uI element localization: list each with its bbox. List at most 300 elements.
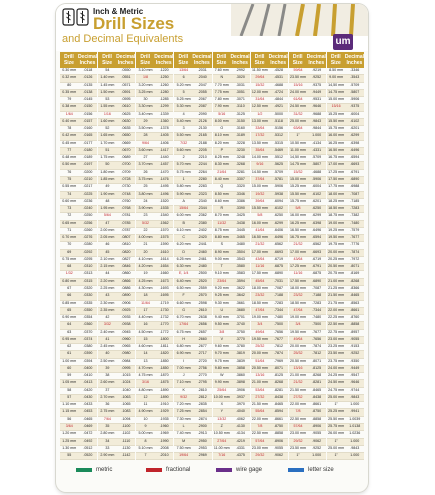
table-row xyxy=(60,112,97,119)
drill-size-cell: L xyxy=(182,424,185,429)
decimal-inches-cell: .2047 xyxy=(197,82,207,87)
column-header-label: Drill Size xyxy=(102,54,113,66)
decimal-inches-cell: .6299 xyxy=(350,133,360,138)
drill-size-cell: 1" xyxy=(334,402,338,407)
drill-size-cell: 18.25 mm xyxy=(328,198,345,203)
drill-size-cell: 58 xyxy=(67,387,72,392)
decimal-inches-cell: .7185 xyxy=(350,198,360,203)
drill-size-cell: 19.50 mm xyxy=(328,235,345,240)
drill-size-cell: 56 xyxy=(67,416,72,421)
decimal-inches-cell: .9449 xyxy=(350,365,360,370)
drill-size-cell: 13.00 mm xyxy=(251,118,268,123)
decimal-inches-cell: .2638 xyxy=(197,315,207,320)
drill-size-cell: 5/32 xyxy=(142,220,150,225)
table-row xyxy=(327,235,364,242)
decimal-inches-cell: .0689 xyxy=(121,155,131,160)
decimal-inches-cell: .0551 xyxy=(121,75,131,80)
drill-size-cell: 26.00 mm xyxy=(328,431,345,436)
drill-size-cell: 7.25 mm xyxy=(176,409,191,414)
drill-size-cell: 23.00 mm xyxy=(328,336,345,341)
decimal-inches-cell: .5315 xyxy=(273,140,283,145)
table-row xyxy=(327,293,364,300)
column-header-label: Drill Size xyxy=(292,54,303,66)
decimal-inches-cell: .6004 xyxy=(350,111,360,116)
drill-size-cell: 15/16 xyxy=(293,82,303,87)
table-row xyxy=(213,439,250,446)
decimal-inches-cell: .0886 xyxy=(121,285,131,290)
drill-size-cell: 1.30 mm xyxy=(62,445,77,450)
drill-size-cell: 8.20 mm xyxy=(214,140,229,145)
drill-size-cell: 39 xyxy=(105,365,110,370)
decimal-inches-cell: .3839 xyxy=(235,358,245,363)
drill-size-cell: 3.30 mm xyxy=(138,104,153,109)
table-row xyxy=(251,286,288,293)
decimal-inches-cell: .7969 xyxy=(273,358,283,363)
decimal-inches-cell: .9646 xyxy=(312,104,322,109)
decimal-inches-cell: .0980 xyxy=(121,351,131,356)
drill-size-cell: 65 xyxy=(67,307,72,312)
table-row xyxy=(213,148,250,155)
table-row xyxy=(136,380,173,387)
table-row xyxy=(98,228,135,235)
drill-size-cell: 16 xyxy=(143,322,148,327)
decimal-inches-cell: .7283 xyxy=(312,300,322,305)
column-header-label: Drill Size xyxy=(330,54,341,66)
decimal-inches-cell: .3230 xyxy=(235,147,245,152)
table-row xyxy=(289,351,326,358)
table-row xyxy=(289,75,326,82)
table-row xyxy=(136,424,173,431)
table-row xyxy=(60,68,97,75)
drill-size-cell: 39/64 xyxy=(255,198,265,203)
drill-size-cell: 16.25 mm xyxy=(290,220,307,225)
decimal-inches-cell: .2040 xyxy=(197,75,207,80)
drill-size-cell: 18.00 mm xyxy=(251,285,268,290)
drill-size-cell: 20.25 mm xyxy=(328,256,345,261)
drill-size-cell: 6.70 mm xyxy=(176,315,191,320)
drill-size-cell: 8.80 mm xyxy=(214,235,229,240)
table-row xyxy=(213,359,250,366)
decimal-inches-cell: .0760 xyxy=(121,198,131,203)
drill-size-cell: 4.30 mm xyxy=(138,285,153,290)
column-header xyxy=(174,52,211,68)
table-row xyxy=(60,359,97,366)
table-row xyxy=(98,279,135,286)
drill-size-cell: 16.50 mm xyxy=(251,235,268,240)
decimal-inches-cell: .3307 xyxy=(235,176,245,181)
table-row xyxy=(60,417,97,424)
drill-size-cell: 3 xyxy=(182,126,185,131)
drill-size-cell: 4.70 mm xyxy=(138,365,153,370)
table-row xyxy=(174,286,211,293)
drill-size-cell: 0.50 mm xyxy=(62,162,77,167)
decimal-inches-cell: .0625 xyxy=(121,111,131,116)
decimal-inches-cell: .2520 xyxy=(197,278,207,283)
drill-size-cell: 26 xyxy=(143,169,148,174)
drill-size-cell: 22.50 mm xyxy=(251,431,268,436)
decimal-inches-cell: .3020 xyxy=(235,75,245,80)
drill-size-cell: 7.75 mm xyxy=(214,89,229,94)
decimal-inches-cell: .9449 xyxy=(312,89,322,94)
decimal-inches-cell: .4724 xyxy=(273,89,283,94)
decimal-inches-cell: .2344 xyxy=(197,206,207,211)
drill-size-cell: 18.75 mm xyxy=(328,213,345,218)
decimal-inches-cell: .3898 xyxy=(235,380,245,385)
decimal-inches-cell: .1495 xyxy=(159,184,169,189)
drill-size-cell: 33/64 xyxy=(255,126,265,131)
drill-size-cell: 11/16 xyxy=(293,271,303,276)
decimal-inches-cell: .2126 xyxy=(197,118,207,123)
drill-size-cell: 1.05 mm xyxy=(62,380,77,385)
drill-size-cell: 1/64 xyxy=(65,111,73,116)
table-row xyxy=(174,279,211,286)
drill-size-chart-card xyxy=(56,4,368,492)
table-row xyxy=(251,68,288,75)
drill-size-cell: 1.90 mm xyxy=(100,191,115,196)
decimal-inches-cell: .2010 xyxy=(159,453,169,458)
legend-swatch xyxy=(288,468,304,472)
drill-size-cell: 6.40 mm xyxy=(176,278,191,283)
decimal-inches-cell: .3051 xyxy=(235,89,245,94)
column-header-label: Drill Size xyxy=(63,54,74,66)
drill-size-cell: 8 xyxy=(144,438,147,443)
drill-bits-icon xyxy=(62,8,90,26)
decimal-inches-cell: .0925 xyxy=(121,307,131,312)
table-row xyxy=(251,308,288,315)
decimal-inches-cell: .5118 xyxy=(274,118,283,123)
decimal-inches-cell: .0430 xyxy=(83,394,93,399)
decimal-inches-cell: .3740 xyxy=(235,322,245,327)
drill-size-cell: J xyxy=(182,373,185,378)
decimal-inches-cell: .3858 xyxy=(235,365,245,370)
decimal-inches-cell: .1063 xyxy=(121,394,131,399)
drill-size-cell: 31/32 xyxy=(293,111,303,116)
table-row xyxy=(174,373,211,380)
table-row xyxy=(251,141,288,148)
table-row xyxy=(174,83,211,90)
decimal-inches-cell: .3594 xyxy=(235,278,245,283)
table-row xyxy=(327,162,364,169)
decimal-inches-cell: .0217 xyxy=(83,184,93,189)
drill-size-cell: 15.25 mm xyxy=(328,111,345,116)
decimal-inches-cell: .9219 xyxy=(312,68,322,72)
table-row xyxy=(251,264,288,271)
drill-size-cell: 8.25 mm xyxy=(214,155,229,160)
drill-size-cell: 17.75 mm xyxy=(328,184,345,189)
table-row xyxy=(251,119,288,126)
decimal-inches-cell: .0810 xyxy=(121,242,131,247)
table-row xyxy=(174,148,211,155)
table-row xyxy=(136,402,173,409)
decimal-inches-cell: .8858 xyxy=(273,431,283,436)
decimal-inches-cell: .9843 xyxy=(350,445,360,450)
decimal-inches-cell: .7677 xyxy=(312,329,322,334)
decimal-inches-cell: .0330 xyxy=(83,293,93,298)
table-row xyxy=(251,424,288,431)
drill-size-cell: 21/32 xyxy=(293,380,303,385)
decimal-inches-cell: .9153 xyxy=(350,344,360,349)
table-row xyxy=(327,417,364,424)
table-row xyxy=(327,75,364,82)
decimal-inches-cell: .3445 xyxy=(235,227,245,232)
decimal-inches-cell: .0595 xyxy=(121,97,131,102)
decimal-inches-cell: .8438 xyxy=(273,394,283,399)
decimal-inches-cell: .6299 xyxy=(312,213,322,218)
table-row xyxy=(174,301,211,308)
drill-size-cell: 8.50 mm xyxy=(329,68,344,72)
table-row xyxy=(98,301,135,308)
drill-size-cell: F xyxy=(182,293,185,298)
drill-size-cell: 7.10 mm xyxy=(176,380,191,385)
decimal-inches-cell: .8125 xyxy=(273,373,283,378)
table-row xyxy=(327,395,364,402)
drill-size-cell: 50 xyxy=(105,162,110,167)
drill-size-cell: 15/32 xyxy=(255,82,265,87)
drill-size-cell: 64 xyxy=(67,322,72,327)
decimal-inches-cell: .8169 xyxy=(350,271,360,276)
drill-size-cell: 7.80 mm xyxy=(214,97,229,102)
drill-size-cell: 5.70 mm xyxy=(176,162,191,167)
decimal-inches-cell: .1960 xyxy=(159,424,169,429)
legend-swatch xyxy=(76,468,92,472)
decimal-inches-cell: .8661 xyxy=(312,402,322,407)
drill-size-cell: 4.80 mm xyxy=(138,387,153,392)
decimal-inches-cell: .0118 xyxy=(83,68,93,72)
decimal-inches-cell: .8858 xyxy=(312,416,322,421)
drill-size-cell: 19/64 xyxy=(179,453,189,458)
table-row xyxy=(98,133,135,140)
decimal-inches-cell: .1094 xyxy=(121,416,131,421)
table-row xyxy=(327,83,364,90)
table-row xyxy=(213,417,250,424)
decimal-inches-cell: .2130 xyxy=(197,126,207,131)
table-row xyxy=(289,453,326,460)
decimal-inches-cell: .0197 xyxy=(83,162,93,167)
table-row xyxy=(60,257,97,264)
table-row xyxy=(213,308,250,315)
table-row xyxy=(98,337,135,344)
table-row xyxy=(174,431,211,438)
drill-size-cell: 22.00 mm xyxy=(328,307,345,312)
drill-size-cell: 5.00 mm xyxy=(138,431,153,436)
decimal-inches-cell: .3160 xyxy=(235,126,245,131)
table-row xyxy=(289,308,326,315)
table-row xyxy=(251,162,288,169)
decimal-inches-cell: .0550 xyxy=(121,68,131,72)
table-row xyxy=(289,133,326,140)
table-row xyxy=(60,141,97,148)
decimal-inches-cell: .9375 xyxy=(312,82,322,87)
table-row xyxy=(213,257,250,264)
table-row xyxy=(60,97,97,104)
table-row xyxy=(289,337,326,344)
drill-size-cell: 15.00 mm xyxy=(290,176,307,181)
table-row xyxy=(213,366,250,373)
decimal-inches-cell: .4528 xyxy=(273,68,283,72)
decimal-inches-cell: .1100 xyxy=(121,424,131,429)
table-row xyxy=(289,373,326,380)
decimal-inches-cell: .7188 xyxy=(312,293,322,298)
drill-size-cell: I xyxy=(183,358,185,363)
drill-size-cell: 3/8 xyxy=(219,329,225,334)
decimal-inches-cell: .8858 xyxy=(350,322,360,327)
decimal-inches-cell: .0420 xyxy=(83,387,93,392)
decimal-inches-cell: .7874 xyxy=(350,249,360,254)
decimal-inches-cell: .0807 xyxy=(121,235,131,240)
table-row xyxy=(60,402,97,409)
table-row xyxy=(174,104,211,111)
table-row xyxy=(289,119,326,126)
table-row xyxy=(60,206,97,213)
drill-size-cell: 21 xyxy=(143,242,148,247)
decimal-inches-cell: .1875 xyxy=(159,380,169,385)
table-row xyxy=(98,192,135,199)
drill-size-cell: 21.50 mm xyxy=(328,293,345,298)
decimal-inches-cell: .9744 xyxy=(350,387,360,392)
drill-size-cell: 74 xyxy=(67,191,72,196)
table-row xyxy=(98,83,135,90)
drill-size-cell: 10.50 mm xyxy=(290,140,307,145)
table-row xyxy=(98,424,135,431)
drill-size-cell: 55 xyxy=(67,453,72,458)
drill-size-cell: 6.90 mm xyxy=(176,351,191,356)
drill-size-cell: 6.60 mm xyxy=(176,300,191,305)
decimal-inches-cell: .1673 xyxy=(159,278,169,283)
drill-size-cell: W xyxy=(220,373,224,378)
drill-size-cell: 3/64 xyxy=(65,424,73,429)
decimal-inches-cell: .1570 xyxy=(159,227,169,232)
table-row xyxy=(98,409,135,416)
decimal-inches-cell: .5000 xyxy=(273,111,283,116)
drill-size-cell: 3.75 mm xyxy=(138,176,153,181)
drill-size-cell: 18.50 mm xyxy=(328,206,345,211)
decimal-inches-cell: .0370 xyxy=(83,329,93,334)
decimal-inches-cell: .1850 xyxy=(159,365,169,370)
decimal-inches-cell: .1772 xyxy=(159,329,169,334)
decimal-inches-cell: .6398 xyxy=(312,220,322,225)
decimal-inches-cell: .7283 xyxy=(350,206,360,211)
decimal-inches-cell: .0276 xyxy=(83,235,93,240)
table-row xyxy=(60,388,97,395)
drill-size-cell: 18.50 mm xyxy=(251,300,268,305)
drill-size-cell: 16.00 mm xyxy=(251,220,268,225)
table-row xyxy=(213,330,250,337)
table-row xyxy=(174,184,211,191)
drill-size-cell: 8.90 mm xyxy=(214,249,229,254)
decimal-inches-cell: .0728 xyxy=(121,176,131,181)
decimal-inches-cell: .9055 xyxy=(273,445,283,450)
decimal-inches-cell: .0280 xyxy=(83,242,93,247)
table-row xyxy=(60,424,97,431)
decimal-inches-cell: .3031 xyxy=(235,82,245,87)
drill-size-cell: 1.00 mm xyxy=(62,358,77,363)
decimal-inches-cell: .2441 xyxy=(197,242,207,247)
decimal-inches-cell: .0670 xyxy=(121,147,131,152)
drill-size-cell: 43/64 xyxy=(293,256,303,261)
drill-size-cell: 2.60 mm xyxy=(100,380,115,385)
drill-size-cell: T xyxy=(220,264,223,269)
drill-size-cell: 20.50 mm xyxy=(290,358,307,363)
decimal-inches-cell: .6719 xyxy=(273,256,283,261)
table-row xyxy=(289,250,326,257)
decimal-inches-cell: .2420 xyxy=(197,235,207,240)
table-row xyxy=(174,162,211,169)
drill-size-cell: 70 xyxy=(67,242,72,247)
drill-size-cell: 7.70 mm xyxy=(214,82,229,87)
legend-label: letter size xyxy=(308,467,334,473)
decimal-inches-cell: .0768 xyxy=(121,206,131,211)
decimal-inches-cell: .6562 xyxy=(273,242,283,247)
drill-size-cell: 29 xyxy=(143,118,148,123)
table-row xyxy=(289,112,326,119)
table-row xyxy=(60,90,97,97)
drill-size-cell: 8.50 mm xyxy=(214,191,229,196)
drill-size-cell: 5/64 xyxy=(103,213,111,218)
table-row xyxy=(60,264,97,271)
table-row xyxy=(251,315,288,322)
decimal-inches-cell: .0295 xyxy=(83,256,93,261)
decimal-inches-cell: .0787 xyxy=(121,227,131,232)
title-top: Inch & Metric xyxy=(93,7,144,16)
decimal-inches-cell: .6496 xyxy=(273,235,283,240)
table-row xyxy=(251,213,288,220)
table-row xyxy=(213,126,250,133)
drill-size-cell: 18.00 mm xyxy=(328,191,345,196)
table-column xyxy=(251,52,288,460)
table-row xyxy=(213,206,250,213)
table-row xyxy=(213,177,250,184)
drill-size-cell: 17.00 mm xyxy=(290,249,307,254)
drill-size-cell: 15.50 mm xyxy=(290,191,307,196)
decimal-inches-cell: .6988 xyxy=(350,184,360,189)
decimal-inches-cell: .1590 xyxy=(159,242,169,247)
table-row xyxy=(213,242,250,249)
table-row xyxy=(251,133,288,140)
drill-size-cell: 2.20 mm xyxy=(100,278,115,283)
decimal-inches-cell: .8594 xyxy=(273,409,283,414)
table-row xyxy=(251,221,288,228)
decimal-inches-cell: .3580 xyxy=(235,264,245,269)
drill-size-cell: V xyxy=(220,336,223,341)
drill-size-cell: 21/64 xyxy=(217,169,227,174)
drill-size-cell: R xyxy=(220,206,224,211)
decimal-inches-cell: .0240 xyxy=(83,206,93,211)
decimal-inches-cell: .1130 xyxy=(121,445,131,450)
table-row xyxy=(136,119,173,126)
drill-size-cell: 15 xyxy=(143,336,148,341)
table-row xyxy=(98,155,135,162)
drill-size-cell: 2.35 mm xyxy=(100,307,115,312)
decimal-inches-cell: 1.000 xyxy=(312,453,322,458)
decimal-inches-cell: .0400 xyxy=(83,365,93,370)
table-row xyxy=(60,366,97,373)
table-row xyxy=(98,264,135,271)
table-row xyxy=(289,366,326,373)
drill-size-cell: 67 xyxy=(67,285,72,290)
decimal-inches-cell: .0180 xyxy=(83,147,93,152)
drill-size-cell: 0.35 mm xyxy=(62,89,77,94)
column-header-label: Drill Size xyxy=(254,54,265,66)
decimal-inches-cell: .0360 xyxy=(83,322,93,327)
drill-size-cell: 21.00 mm xyxy=(328,278,345,283)
table-row xyxy=(251,322,288,329)
table-row xyxy=(136,90,173,97)
table-row xyxy=(174,402,211,409)
drill-size-cell: 43/64 xyxy=(255,256,265,261)
drill-size-cell: 1 xyxy=(182,176,185,181)
drill-size-cell: 6.20 mm xyxy=(176,242,191,247)
decimal-inches-cell: .4219 xyxy=(235,438,245,443)
